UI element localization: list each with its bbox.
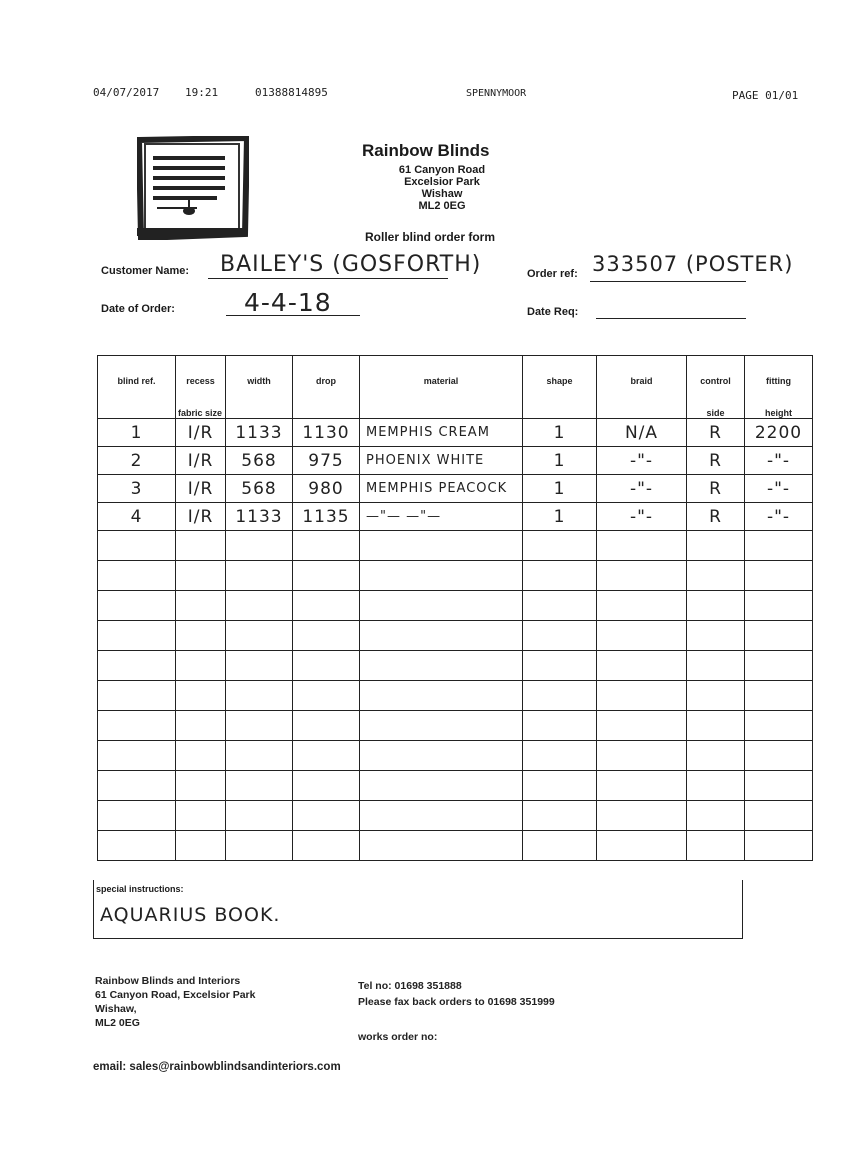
fax-location: SPENNYMOOR [466,88,527,99]
table-row [98,447,813,475]
table-cell-empty[interactable] [745,621,813,651]
table-row-empty [98,711,813,741]
table-cell-empty[interactable] [745,591,813,621]
cell-control[interactable]: R [687,503,745,531]
table-cell-empty[interactable] [597,651,687,681]
header-label: braid [630,376,653,386]
table-cell-empty[interactable] [687,621,745,651]
table-row-empty [98,561,813,591]
table-cell-empty[interactable] [597,531,687,561]
blank-rows [98,531,813,861]
header-recess [176,356,226,419]
cell-shape[interactable]: 1 [523,447,597,475]
table-cell-empty[interactable] [745,531,813,561]
cell-width[interactable]: 1133 [226,419,293,447]
cell-drop[interactable]: 980 [293,475,360,503]
cell-fitting[interactable]: -"- [745,503,813,531]
header-label: fitting [766,376,791,386]
cell-blind-ref[interactable]: 2 [98,447,176,475]
table-cell-empty[interactable] [293,561,360,591]
table-cell-empty[interactable] [523,741,597,771]
footer-company-line: 61 Canyon Road, Excelsior Park [95,989,256,1001]
header-shape [523,356,597,419]
table-cell-empty[interactable] [687,831,745,861]
table-row-empty [98,531,813,561]
table-cell-empty[interactable] [597,831,687,861]
header-label: width [247,376,271,386]
table-cell-empty[interactable] [293,771,360,801]
customer-name-underline [208,278,448,279]
table-cell-empty[interactable] [597,591,687,621]
address-line: Wishaw [421,188,463,200]
header-fitting [745,356,813,419]
footer-company-line: Wishaw, [95,1003,137,1015]
table-cell-empty[interactable] [98,651,176,681]
table-cell-empty[interactable] [98,801,176,831]
table-cell-empty[interactable] [176,591,226,621]
table-cell-empty[interactable] [176,561,226,591]
table-cell-empty[interactable] [360,621,523,651]
table-cell-empty[interactable] [360,801,523,831]
header-label: blind ref. [117,376,156,386]
cell-fitting[interactable]: 2200 [745,419,813,447]
table-cell-empty[interactable] [523,591,597,621]
cell-width[interactable]: 568 [226,475,293,503]
special-instructions-value[interactable]: AQUARIUS BOOK. [100,904,281,926]
table-row-empty [98,621,813,651]
table-cell-empty[interactable] [745,651,813,681]
header-label: drop [316,376,336,386]
header-label: control [700,376,731,386]
table-cell-empty[interactable] [293,801,360,831]
table-header-row [98,356,813,419]
table-cell-empty[interactable] [523,711,597,741]
table-row [98,419,813,447]
table-cell-empty[interactable] [226,741,293,771]
table-cell-empty[interactable] [226,711,293,741]
cell-blind-ref[interactable]: 4 [98,503,176,531]
order-ref-label: Order ref: [527,268,578,280]
date-of-order-label: Date of Order: [101,303,175,315]
table-cell-empty[interactable] [360,591,523,621]
table-cell-empty[interactable] [293,651,360,681]
cell-shape[interactable]: 1 [523,503,597,531]
table-cell-empty[interactable] [293,831,360,861]
company-name: Rainbow Blinds [362,141,490,160]
table-cell-empty[interactable] [745,831,813,861]
table-cell-empty[interactable] [687,531,745,561]
order-ref-value[interactable]: 333507 (POSTER) [592,252,794,276]
table-cell-empty[interactable] [687,591,745,621]
cell-control[interactable]: R [687,475,745,503]
cell-control[interactable]: R [687,447,745,475]
table-cell-empty[interactable] [98,561,176,591]
cell-braid[interactable]: N/A [597,419,687,447]
cell-recess[interactable]: I/R [176,475,226,503]
table-cell-empty[interactable] [360,681,523,711]
table-cell-empty[interactable] [98,681,176,711]
table-cell-empty[interactable] [745,801,813,831]
customer-name-value[interactable]: BAILEY'S (GOSFORTH) [220,252,482,277]
table-row [98,475,813,503]
footer-email[interactable]: email: sales@rainbowblindsandinteriors.com [93,1061,341,1073]
table-cell-empty[interactable] [687,741,745,771]
table-cell-empty[interactable] [523,651,597,681]
cell-recess[interactable]: I/R [176,419,226,447]
table-cell-empty[interactable] [176,681,226,711]
fax-date: 04/07/2017 [93,86,160,99]
cell-recess[interactable]: I/R [176,447,226,475]
cell-fitting[interactable]: -"- [745,475,813,503]
header-sublabel: fabric size [178,408,223,418]
table-cell-empty[interactable] [360,741,523,771]
table-cell-empty[interactable] [98,711,176,741]
footer-tel: Tel no: 01698 351888 [358,980,462,992]
table-cell-empty[interactable] [98,621,176,651]
table-cell-empty[interactable] [745,711,813,741]
footer-company-line: ML2 0EG [95,1017,140,1029]
cell-shape[interactable]: 1 [523,419,597,447]
table-cell-empty[interactable] [98,591,176,621]
table-cell-empty[interactable] [523,681,597,711]
table-cell-empty[interactable] [226,591,293,621]
header-blind-ref [98,356,176,419]
date-of-order-underline [226,315,360,316]
table-cell-empty[interactable] [523,621,597,651]
cell-drop[interactable]: 1135 [293,503,360,531]
header-label: material [423,376,459,386]
fax-page: PAGE 01/01 [732,89,799,102]
form-title: Roller blind order form [365,230,496,244]
table-cell-empty[interactable] [293,711,360,741]
date-req-label: Date Req: [527,306,579,318]
table-cell-empty[interactable] [226,561,293,591]
cell-shape[interactable]: 1 [523,475,597,503]
table-cell-empty[interactable] [687,771,745,801]
table-cell-empty[interactable] [176,711,226,741]
footer-company-line: Rainbow Blinds and Interiors [95,975,241,987]
header-material [360,356,523,419]
table-cell-empty[interactable] [597,621,687,651]
table-cell-empty[interactable] [687,561,745,591]
table-cell-empty[interactable] [687,711,745,741]
table-cell-empty[interactable] [293,621,360,651]
table-row [98,503,813,531]
table-cell-empty[interactable] [523,831,597,861]
table-cell-empty[interactable] [176,621,226,651]
table-cell-empty[interactable] [176,531,226,561]
table-cell-empty[interactable] [176,801,226,831]
footer-company-block [95,974,255,1030]
cell-material[interactable]: MEMPHIS CREAM [360,419,523,447]
special-instructions-label: special instructions: [96,884,184,894]
table-cell-empty[interactable] [687,801,745,831]
table-cell-empty[interactable] [226,801,293,831]
cell-material[interactable]: —"— —"— [360,503,523,531]
table-cell-empty[interactable] [745,561,813,591]
header-label: shape [546,376,573,386]
table-cell-empty[interactable] [293,531,360,561]
table-cell-empty[interactable] [176,741,226,771]
header-drop [293,356,360,419]
cell-fitting[interactable]: -"- [745,447,813,475]
header-braid [597,356,687,419]
header-sublabel: height [765,408,792,418]
table-cell-empty[interactable] [360,561,523,591]
cell-braid[interactable]: -"- [597,447,687,475]
cell-material[interactable]: PHOENIX WHITE [360,447,523,475]
rainbow-blinds-logo [137,136,249,240]
company-address [372,164,512,212]
table-cell-empty[interactable] [360,771,523,801]
address-line: ML2 0EG [418,200,466,212]
table-row-empty [98,771,813,801]
table-cell-empty[interactable] [745,681,813,711]
table-cell-empty[interactable] [597,561,687,591]
table-cell-empty[interactable] [98,771,176,801]
footer-works-order: works order no: [358,1031,438,1043]
table-cell-empty[interactable] [523,561,597,591]
table-cell-empty[interactable] [523,531,597,561]
table-cell-empty[interactable] [745,771,813,801]
table-cell-empty[interactable] [523,771,597,801]
cell-control[interactable]: R [687,419,745,447]
cell-braid[interactable]: -"- [597,475,687,503]
table-cell-empty[interactable] [98,741,176,771]
order-table [97,355,813,861]
table-row-empty [98,741,813,771]
cell-recess[interactable]: I/R [176,503,226,531]
table-row-empty [98,591,813,621]
table-row-empty [98,681,813,711]
table-cell-empty[interactable] [360,531,523,561]
table-cell-empty[interactable] [226,531,293,561]
cell-blind-ref[interactable]: 1 [98,419,176,447]
header-width [226,356,293,419]
table-cell-empty[interactable] [226,831,293,861]
cell-width[interactable]: 1133 [226,503,293,531]
table-cell-empty[interactable] [226,621,293,651]
cell-material[interactable]: MEMPHIS PEACOCK [360,475,523,503]
header-sublabel: side [706,408,725,418]
header-label: recess [186,376,215,386]
footer-fax-note: Please fax back orders to 01698 351999 [358,996,555,1008]
table-cell-empty[interactable] [687,681,745,711]
date-of-order-value[interactable]: 4-4-18 [244,288,332,317]
table-row-empty [98,651,813,681]
table-cell-empty[interactable] [226,771,293,801]
table-cell-empty[interactable] [176,651,226,681]
table-cell-empty[interactable] [293,741,360,771]
cell-drop[interactable]: 975 [293,447,360,475]
table-cell-empty[interactable] [523,801,597,831]
table-cell-empty[interactable] [360,711,523,741]
table-cell-empty[interactable] [98,831,176,861]
table-cell-empty[interactable] [597,711,687,741]
table-cell-empty[interactable] [597,741,687,771]
table-cell-empty[interactable] [293,591,360,621]
table-row-empty [98,831,813,861]
table-row-empty [98,801,813,831]
fax-phone: 01388814895 [255,86,328,99]
table-cell-empty[interactable] [360,651,523,681]
table-cell-empty[interactable] [293,681,360,711]
table-cell-empty[interactable] [226,681,293,711]
order-ref-underline [590,281,746,282]
address-line: 61 Canyon Road [398,164,486,176]
cell-braid[interactable]: -"- [597,503,687,531]
date-req-underline [596,318,746,319]
customer-name-label: Customer Name: [101,265,190,277]
cell-blind-ref[interactable]: 3 [98,475,176,503]
table-cell-empty[interactable] [597,801,687,831]
table-cell-empty[interactable] [597,771,687,801]
table-cell-empty[interactable] [687,651,745,681]
table-cell-empty[interactable] [745,741,813,771]
table-cell-empty[interactable] [360,831,523,861]
table-cell-empty[interactable] [176,831,226,861]
table-cell-empty[interactable] [176,771,226,801]
table-cell-empty[interactable] [98,531,176,561]
table-cell-empty[interactable] [226,651,293,681]
cell-drop[interactable]: 1130 [293,419,360,447]
address-line: Excelsior Park [404,176,480,188]
table-cell-empty[interactable] [597,681,687,711]
cell-width[interactable]: 568 [226,447,293,475]
fax-time: 19:21 [185,86,219,99]
header-control [687,356,745,419]
